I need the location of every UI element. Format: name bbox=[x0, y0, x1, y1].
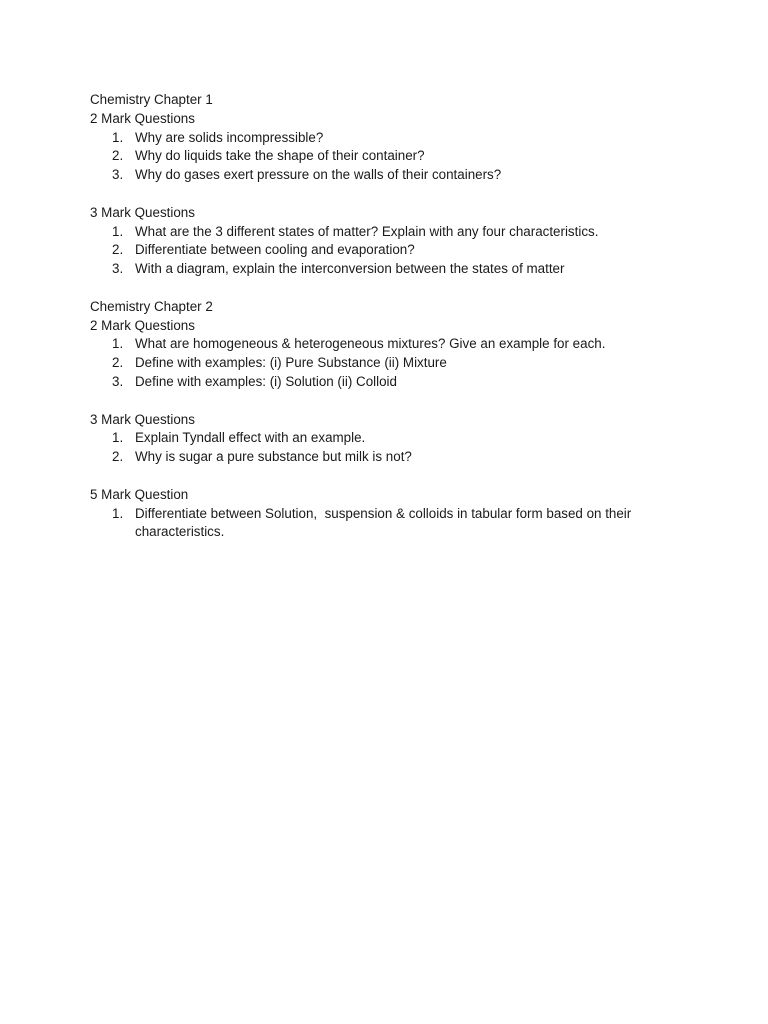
item-number: 1. bbox=[112, 223, 124, 239]
list-item bbox=[90, 429, 690, 448]
list-item bbox=[90, 354, 690, 373]
document-page bbox=[90, 91, 690, 542]
question-list bbox=[90, 223, 690, 279]
item-text: Why do liquids take the shape of their container? bbox=[135, 148, 425, 164]
chapter-title: Chemistry Chapter 1 bbox=[90, 92, 213, 107]
section-heading: 2 Mark Questions bbox=[90, 110, 195, 126]
item-text: What are homogeneous & heterogeneous mixtures? Give an example for each. bbox=[135, 336, 606, 352]
question-list bbox=[90, 429, 690, 467]
section-heading: 3 Mark Questions bbox=[90, 204, 195, 220]
item-text: Define with examples: (i) Pure Substance (ii) Mixture bbox=[135, 355, 447, 371]
item-number: 2. bbox=[112, 355, 124, 371]
item-number: 3. bbox=[112, 167, 124, 183]
list-item bbox=[90, 335, 690, 354]
blank-line bbox=[90, 467, 690, 486]
section-heading: 3 Mark Questions bbox=[90, 411, 195, 427]
chapter-1-3-mark-section bbox=[90, 204, 690, 279]
blank-line bbox=[90, 392, 690, 411]
list-item bbox=[90, 166, 690, 185]
list-item bbox=[90, 448, 690, 467]
chapter-title: Chemistry Chapter 2 bbox=[90, 298, 213, 314]
chapter-1-section bbox=[90, 91, 690, 185]
item-number: 3. bbox=[112, 261, 124, 277]
item-text: Differentiate between Solution, suspension & colloids in tabular form based on their characteristics. bbox=[135, 505, 635, 540]
item-number: 1. bbox=[112, 336, 124, 352]
section-heading: 5 Mark Question bbox=[90, 486, 189, 502]
question-list bbox=[90, 505, 690, 543]
list-item bbox=[90, 505, 690, 543]
list-item bbox=[90, 373, 690, 392]
chapter-2-5-mark-section bbox=[90, 486, 690, 542]
list-item bbox=[90, 147, 690, 166]
list-item bbox=[90, 260, 690, 279]
item-number: 2. bbox=[112, 148, 124, 164]
item-text: Why are solids incompressible? bbox=[135, 129, 324, 145]
item-number: 1. bbox=[112, 129, 124, 145]
blank-line bbox=[90, 279, 690, 298]
item-text: Differentiate between cooling and evaporation? bbox=[135, 242, 415, 258]
item-number: 2. bbox=[112, 449, 124, 465]
question-list bbox=[90, 335, 690, 391]
item-text: Explain Tyndall effect with an example. bbox=[135, 430, 366, 446]
chapter-2-section bbox=[90, 298, 690, 392]
section-heading: 2 Mark Questions bbox=[90, 317, 195, 333]
chapter-2-3-mark-section bbox=[90, 411, 690, 467]
list-item bbox=[90, 129, 690, 148]
list-item bbox=[90, 223, 690, 242]
item-text: What are the 3 different states of matter? Explain with any four characteristics. bbox=[135, 223, 599, 239]
blank-line bbox=[90, 185, 690, 204]
item-number: 1. bbox=[112, 505, 124, 521]
item-number: 1. bbox=[112, 430, 124, 446]
item-text: With a diagram, explain the interconversion between the states of matter bbox=[135, 261, 565, 277]
item-text: Why do gases exert pressure on the walls of their containers? bbox=[135, 167, 502, 183]
item-text: Define with examples: (i) Solution (ii) Colloid bbox=[135, 373, 397, 389]
item-number: 2. bbox=[112, 242, 124, 258]
item-text: Why is sugar a pure substance but milk is not? bbox=[135, 449, 412, 465]
item-number: 3. bbox=[112, 373, 124, 389]
list-item bbox=[90, 241, 690, 260]
question-list bbox=[90, 129, 690, 185]
